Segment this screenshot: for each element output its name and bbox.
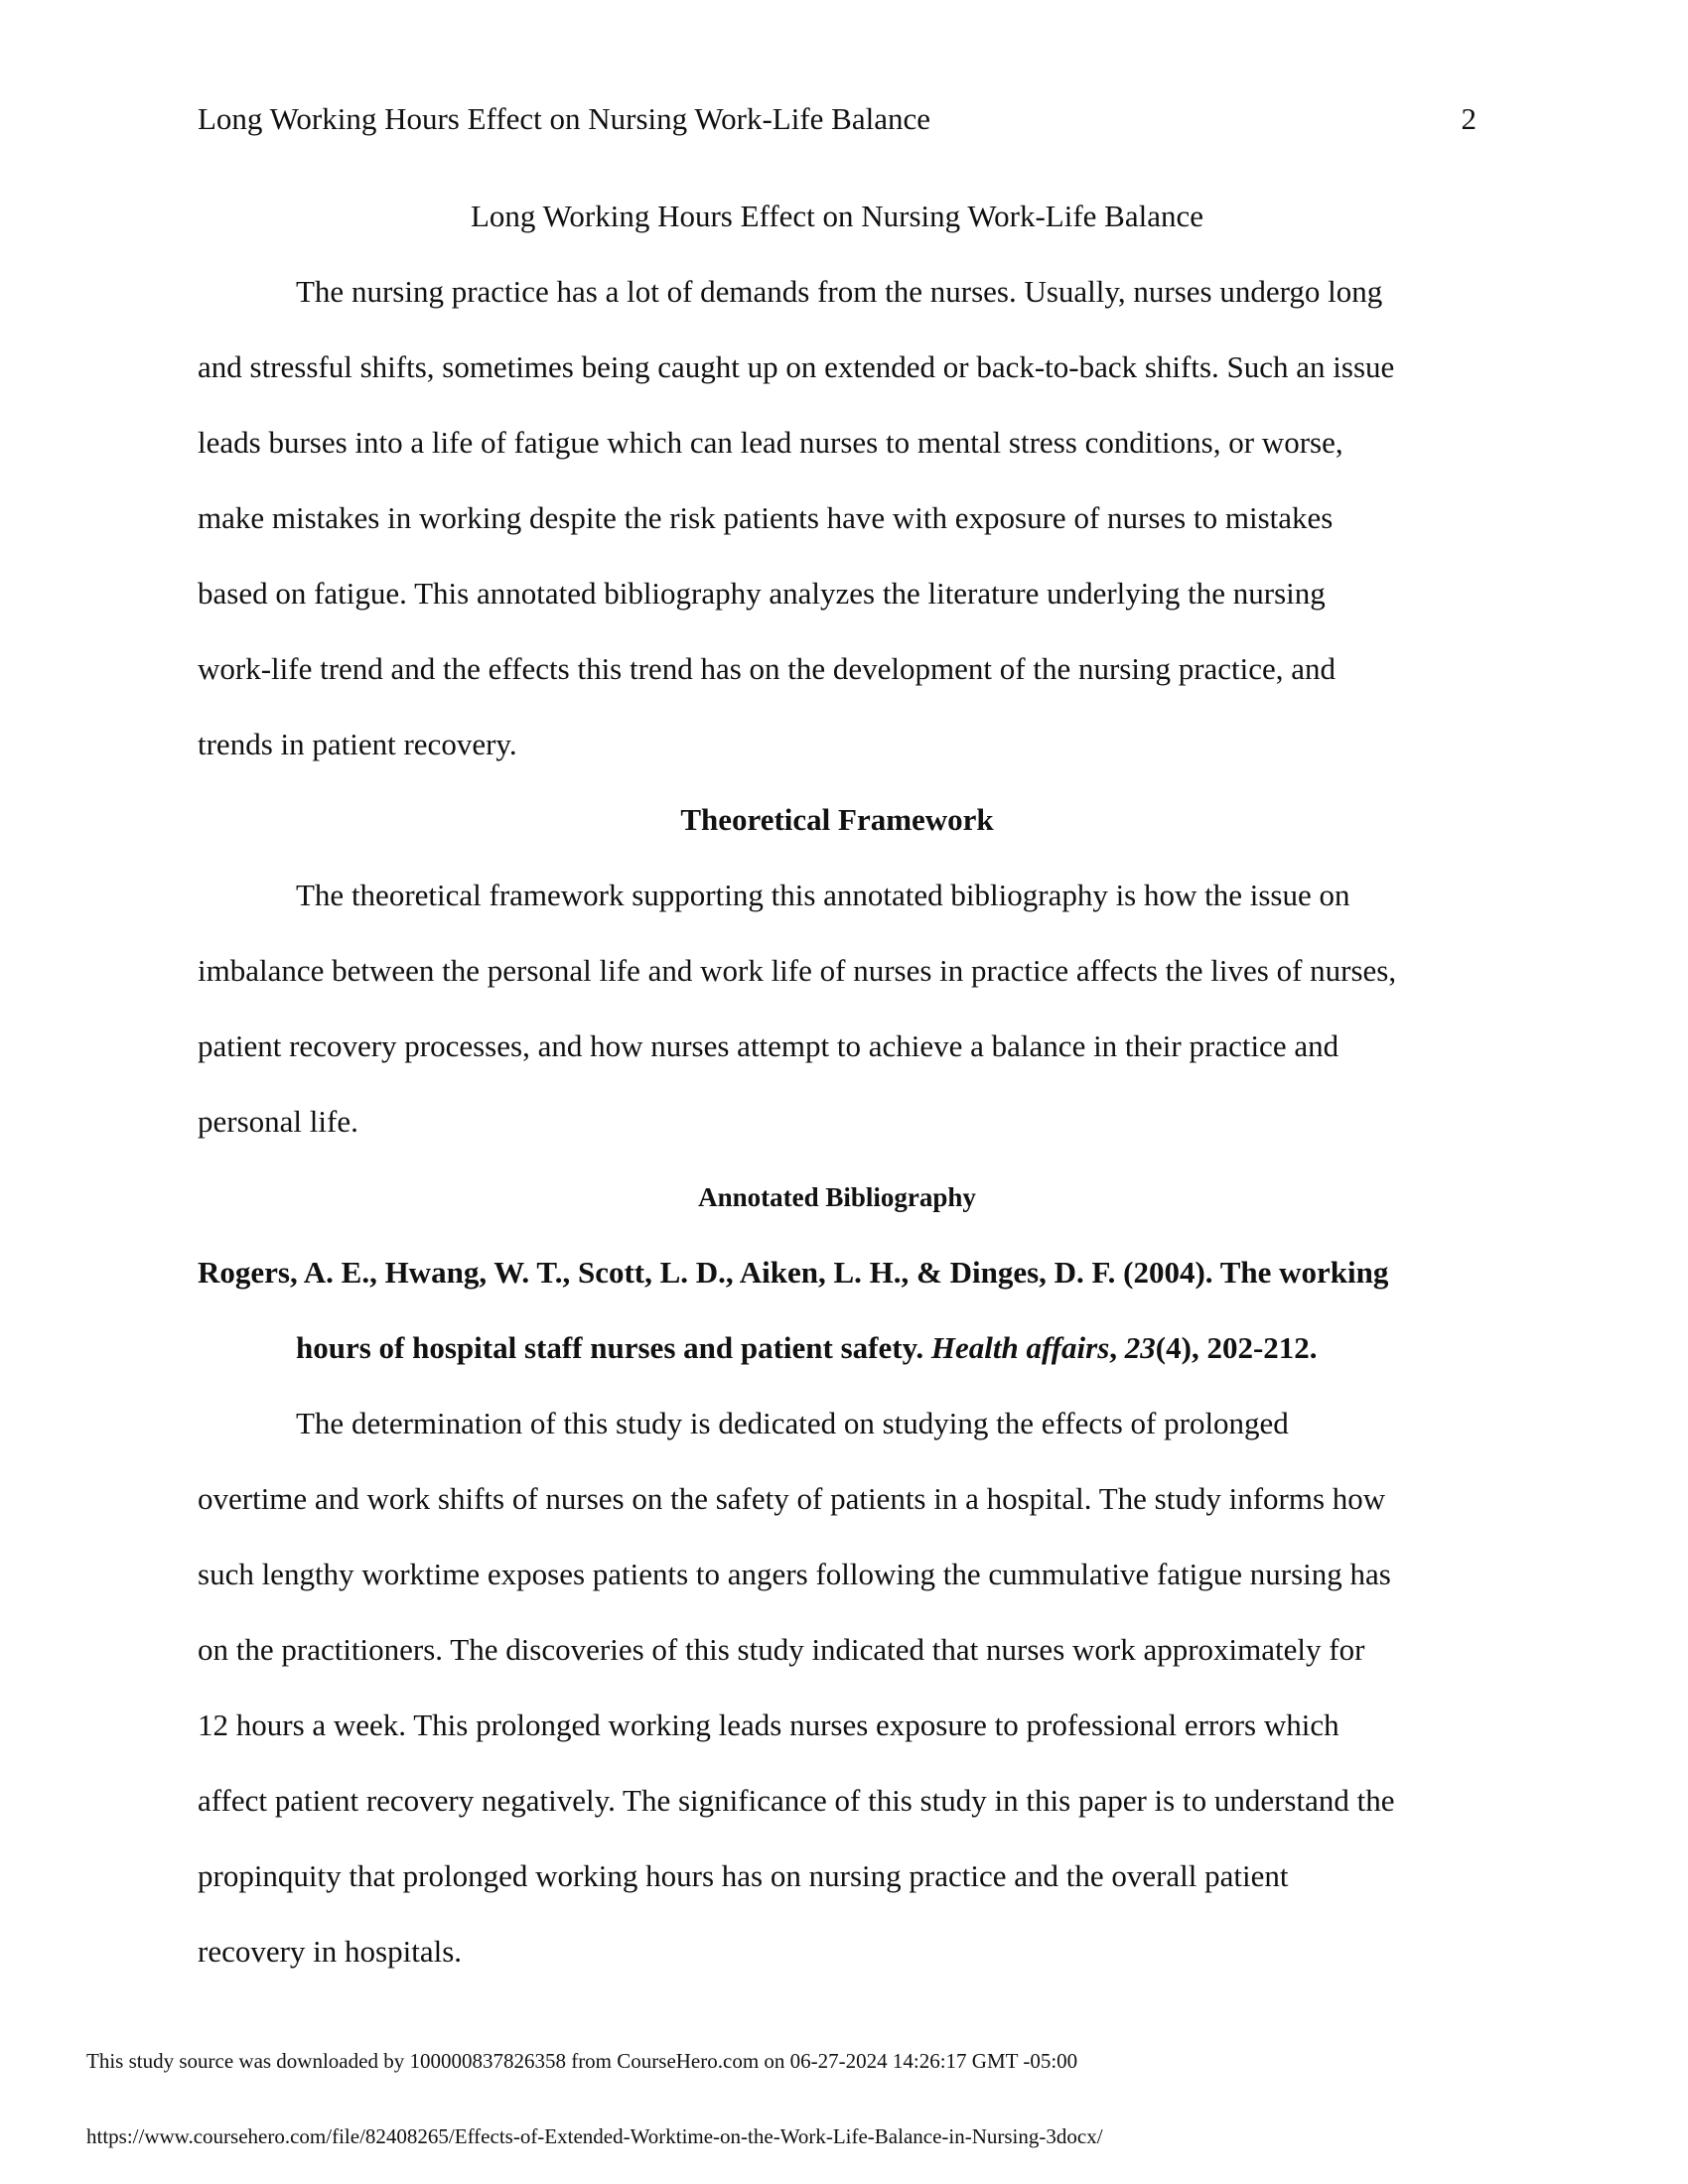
framework-paragraph	[198, 858, 1477, 1160]
text-line: work-life trend and the effects this trend has on the development of the nursing practice, and	[198, 651, 1336, 686]
text-line: 12 hours a week. This prolonged working leads nurses exposure to professional errors which	[198, 1707, 1339, 1742]
citation	[198, 1235, 1477, 1386]
text-line: based on fatigue. This annotated bibliography analyzes the literature underlying the nursing	[198, 576, 1326, 611]
text-line: on the practitioners. The discoveries of this study indicated that nurses work approximately for	[198, 1632, 1365, 1667]
text-line: The nursing practice has a lot of demands from the nurses. Usually, nurses undergo long	[296, 274, 1383, 309]
journal-name: Health affairs	[930, 1330, 1110, 1365]
text-line: overtime and work shifts of nurses on the safety of patients in a hospital. The study informs how	[198, 1481, 1386, 1516]
citation-pages: (4), 202-212.	[1155, 1330, 1318, 1365]
download-note: This study source was downloaded by 100000837826358 from CourseHero.com on 06-27-2024 14:26:17 GMT -05:00	[86, 2049, 1078, 2073]
intro-paragraph	[198, 254, 1477, 782]
journal-volume: 23	[1124, 1330, 1156, 1365]
page-number: 2	[1461, 101, 1477, 136]
citation-separator: ,	[1109, 1330, 1125, 1365]
citation-title-end: hours of hospital staff nurses and patient safety.	[296, 1330, 931, 1365]
text-line: The theoretical framework supporting this annotated bibliography is how the issue on	[296, 878, 1350, 912]
document-body	[198, 179, 1477, 1989]
text-line: make mistakes in working despite the risk patients have with exposure of nurses to mistakes	[198, 500, 1334, 535]
text-line: affect patient recovery negatively. The significance of this study in this paper is to understand the	[198, 1783, 1395, 1818]
text-line: and stressful shifts, sometimes being caught up on extended or back-to-back shifts. Such an issue	[198, 349, 1395, 384]
text-line: trends in patient recovery.	[198, 727, 517, 761]
framework-heading: Theoretical Framework	[680, 802, 994, 837]
text-line: propinquity that prolonged working hours has on nursing practice and the overall patient	[198, 1858, 1289, 1893]
text-line: patient recovery processes, and how nurses attempt to achieve a balance in their practice and	[198, 1028, 1339, 1063]
citation-line-1: Rogers, A. E., Hwang, W. T., Scott, L. D., Aiken, L. H., & Dinges, D. F. (2004). The working	[198, 1255, 1389, 1290]
text-line: such lengthy worktime exposes patients to angers following the cummulative fatigue nursing has	[198, 1557, 1391, 1591]
citation-line-2	[198, 1310, 1477, 1386]
running-title: Long Working Hours Effect on Nursing Work-Life Balance	[198, 101, 930, 136]
running-head	[198, 101, 1477, 137]
text-line: recovery in hospitals.	[198, 1934, 463, 1969]
text-line: leads burses into a life of fatigue which can lead nurses to mental stress conditions, or worse,	[198, 425, 1343, 460]
text-line: imbalance between the personal life and work life of nurses in practice affects the lives of nurses,	[198, 953, 1397, 988]
paper-title: Long Working Hours Effect on Nursing Work-Life Balance	[471, 199, 1203, 233]
bibliography-heading: Annotated Bibliography	[698, 1182, 976, 1212]
text-line: The determination of this study is dedicated on studying the effects of prolonged	[296, 1406, 1289, 1440]
text-line: personal life.	[198, 1104, 358, 1139]
annotation-paragraph	[198, 1386, 1477, 1989]
source-url[interactable]: https://www.coursehero.com/file/82408265/Effects-of-Extended-Worktime-on-the-Work-Life-Balance-in-Nursing-3docx/	[86, 2124, 1103, 2148]
